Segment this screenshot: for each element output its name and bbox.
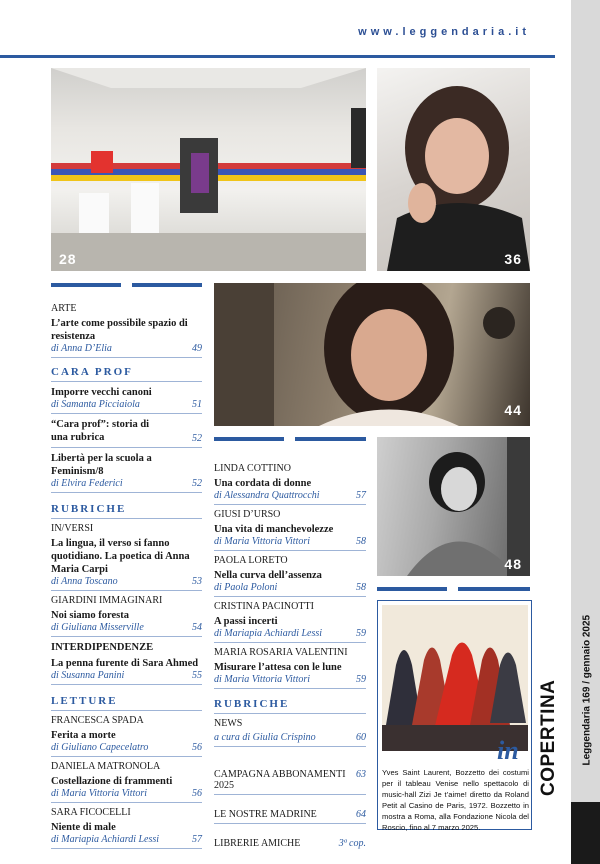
entry-name: SARA FICOCELLI bbox=[51, 807, 131, 818]
entry-page: 52 bbox=[192, 433, 202, 444]
rubric-inversi: IN/VERSI bbox=[51, 523, 94, 534]
page-number: 3 bbox=[1, 828, 27, 842]
divider bbox=[214, 823, 366, 824]
entry-author: di Maria Vittoria Vittori bbox=[214, 536, 311, 547]
page-number-box bbox=[571, 802, 600, 864]
entry-author: di Giuliana Misserville bbox=[51, 622, 144, 633]
entry-page: 56 bbox=[192, 742, 202, 753]
entry-author: di Elvira Federici bbox=[51, 478, 123, 489]
entry-name: PAOLA LORETO bbox=[214, 555, 288, 566]
portrait2-illustration bbox=[214, 283, 530, 426]
entry-title: Nella curva dell’assenza bbox=[214, 570, 322, 581]
website-url: www.leggendaria.it bbox=[358, 26, 530, 38]
magazine-issue bbox=[577, 560, 591, 780]
entry-page: 52 bbox=[192, 478, 202, 489]
section-rubriche: RUBRICHE bbox=[51, 503, 127, 515]
divider bbox=[214, 688, 366, 689]
entry-byline bbox=[51, 478, 202, 489]
entry-page: 56 bbox=[192, 788, 202, 799]
entry-title: CAMPAGNA ABBONAMENTI 2025 bbox=[214, 769, 346, 791]
divider bbox=[51, 447, 202, 448]
entry-page: 49 bbox=[192, 343, 202, 354]
divider bbox=[51, 802, 202, 803]
divider bbox=[51, 710, 202, 711]
entry-byline bbox=[51, 670, 202, 681]
photo-number-48: 48 bbox=[504, 556, 522, 572]
entry-byline bbox=[214, 490, 366, 501]
divider bbox=[51, 357, 202, 358]
entry-author: di Giuliano Capecelatro bbox=[51, 742, 149, 753]
entry-title: Noi siamo foresta bbox=[51, 610, 129, 621]
copertina-label bbox=[534, 680, 564, 800]
entry-title: Ferita a morte bbox=[51, 730, 116, 741]
section-letture: LETTURE bbox=[51, 695, 118, 707]
entry-author: di Anna Toscano bbox=[51, 576, 118, 587]
dash-bar bbox=[295, 437, 366, 441]
section-cara-prof: CARA PROF bbox=[51, 366, 133, 378]
rubric-giardini: GIARDINI IMMAGINARI bbox=[51, 595, 163, 606]
dash-bar bbox=[458, 587, 530, 591]
entry-byline bbox=[51, 343, 202, 354]
dash-bar bbox=[214, 437, 284, 441]
entry-byline bbox=[51, 418, 202, 444]
divider bbox=[51, 413, 202, 414]
divider bbox=[214, 550, 366, 551]
entry-page: 51 bbox=[192, 399, 202, 410]
entry-author: di Mariapia Achiardi Lessi bbox=[51, 834, 160, 845]
entry-name: FRANCESCA SPADA bbox=[51, 715, 144, 726]
entry-page: 58 bbox=[356, 536, 366, 547]
divider bbox=[214, 746, 366, 747]
entry-name: MARIA ROSARIA VALENTINI bbox=[214, 647, 348, 658]
photo-number-28: 28 bbox=[59, 251, 77, 267]
entry-page: 53 bbox=[192, 576, 202, 587]
dash-bar bbox=[51, 283, 121, 287]
entry-byline bbox=[51, 622, 202, 633]
entry-author: di Susanna Panini bbox=[51, 670, 125, 681]
entry-librerie bbox=[214, 838, 366, 849]
entry-author: di Maria Vittoria Vittori bbox=[51, 788, 148, 799]
photo-number-36: 36 bbox=[504, 251, 522, 267]
entry-campagna bbox=[214, 769, 366, 791]
divider bbox=[214, 794, 366, 795]
entry-byline bbox=[51, 742, 202, 753]
entry-title: L’arte come possibile spazio di resistenza bbox=[51, 318, 188, 342]
entry-title: La lingua, il verso si fanno quotidiano. La poetica di Anna Maria Carpi bbox=[51, 538, 190, 575]
entry-page: 54 bbox=[192, 622, 202, 633]
entry-byline bbox=[214, 732, 366, 743]
divider bbox=[51, 684, 202, 685]
toc-middle-column bbox=[214, 463, 366, 849]
entry-page: 55 bbox=[192, 670, 202, 681]
entry-page: 59 bbox=[356, 628, 366, 639]
photo-number-44: 44 bbox=[504, 402, 522, 418]
entry-title: La penna furente di Sara Ahmed bbox=[51, 658, 199, 669]
portrait-illustration bbox=[377, 68, 530, 271]
gallery-photo bbox=[51, 68, 366, 271]
entry-title: LIBRERIE AMICHE bbox=[214, 838, 301, 849]
entry-name: DANIELA MATRONOLA bbox=[51, 761, 161, 772]
portrait-photo-36 bbox=[377, 68, 530, 271]
entry-byline bbox=[51, 576, 202, 587]
in-label: in bbox=[497, 736, 519, 765]
entry-name: LINDA COTTINO bbox=[214, 463, 291, 474]
copertina-text: COPERTINA bbox=[538, 679, 559, 796]
divider bbox=[51, 381, 202, 382]
entry-page: 58 bbox=[356, 582, 366, 593]
dash-bar bbox=[132, 283, 202, 287]
entry-author: di Maria Vittoria Vittori bbox=[214, 674, 311, 685]
entry-byline bbox=[214, 628, 366, 639]
entry-title: A passi incerti bbox=[214, 616, 278, 627]
top-rule bbox=[0, 55, 555, 58]
entry-page: 60 bbox=[356, 732, 366, 743]
divider bbox=[51, 848, 202, 849]
entry-madrine bbox=[214, 809, 366, 820]
entry-author: di Paola Poloni bbox=[214, 582, 278, 593]
toc-left-column bbox=[51, 303, 202, 853]
entry-byline bbox=[214, 674, 366, 685]
divider bbox=[51, 590, 202, 591]
entry-page: 3ª cop. bbox=[338, 838, 366, 849]
divider bbox=[214, 713, 366, 714]
divider bbox=[214, 504, 366, 505]
entry-author: di Mariapia Achiardi Lessi bbox=[214, 628, 323, 639]
entry-author: a cura di Giulia Crispino bbox=[214, 732, 316, 743]
divider bbox=[51, 756, 202, 757]
entry-title: Misurare l’attesa con le lune bbox=[214, 662, 342, 673]
entry-page: 57 bbox=[192, 834, 202, 845]
dash-bar bbox=[377, 587, 447, 591]
rubric-interdipendenze: INTERDIPENDENZE bbox=[51, 642, 154, 653]
magazine-issue-text: Leggendaria 169 / gennaio 2025 bbox=[581, 614, 593, 766]
entry-page: 57 bbox=[356, 490, 366, 501]
entry-page: 64 bbox=[356, 809, 366, 820]
gallery-illustration bbox=[51, 68, 366, 271]
entry-title: Imporre vecchi canoni bbox=[51, 387, 152, 398]
bw-photo-48 bbox=[377, 437, 530, 576]
section-arte: ARTE bbox=[51, 303, 77, 314]
divider bbox=[214, 596, 366, 597]
entry-page: 63 bbox=[356, 769, 366, 780]
entry-byline bbox=[214, 582, 366, 593]
cover-caption: Yves Saint Laurent, Bozzetto dei costumi per il tableau Venise nello spettacolo di music-hall Zizi Je t’aime! diretto da Roland Petit al Casino de Paris, 1972. Bozzetto in mostra a Roma, alla Fondazione Nicola del Roscio, fino al 7 marzo 2025. bbox=[382, 768, 529, 832]
divider bbox=[214, 642, 366, 643]
entry-name: CRISTINA PACINOTTI bbox=[214, 601, 314, 612]
entry-author: di Anna D’Elia bbox=[51, 343, 112, 354]
entry-title: Una vita di manchevolezze bbox=[214, 524, 334, 535]
entry-title: Libertà per la scuola a Feminism/8 bbox=[51, 453, 152, 477]
section-rubriche-middle: RUBRICHE bbox=[214, 698, 290, 710]
entry-title: Una cordata di donne bbox=[214, 478, 312, 489]
divider bbox=[51, 518, 202, 519]
entry-name: GIUSI D’URSO bbox=[214, 509, 281, 520]
entry-title: Niente di male bbox=[51, 822, 116, 833]
divider bbox=[51, 636, 202, 637]
entry-page: 59 bbox=[356, 674, 366, 685]
entry-byline bbox=[51, 399, 202, 410]
entry-author: di Alessandra Quattrocchi bbox=[214, 490, 320, 501]
entry-byline bbox=[51, 788, 202, 799]
entry-title: LE NOSTRE MADRINE bbox=[214, 809, 317, 820]
divider bbox=[51, 492, 202, 493]
entry-title: “Cara prof”: storia di una rubrica bbox=[51, 419, 150, 443]
portrait-photo-44 bbox=[214, 283, 530, 426]
entry-author: di Samanta Picciaiola bbox=[51, 399, 140, 410]
cover-illustration bbox=[382, 605, 528, 751]
entry-title: Costellazione di frammenti bbox=[51, 776, 173, 787]
entry-byline bbox=[214, 536, 366, 547]
entry-byline bbox=[51, 834, 202, 845]
cover-artwork bbox=[382, 605, 528, 751]
rubric-news: NEWS bbox=[214, 718, 243, 729]
